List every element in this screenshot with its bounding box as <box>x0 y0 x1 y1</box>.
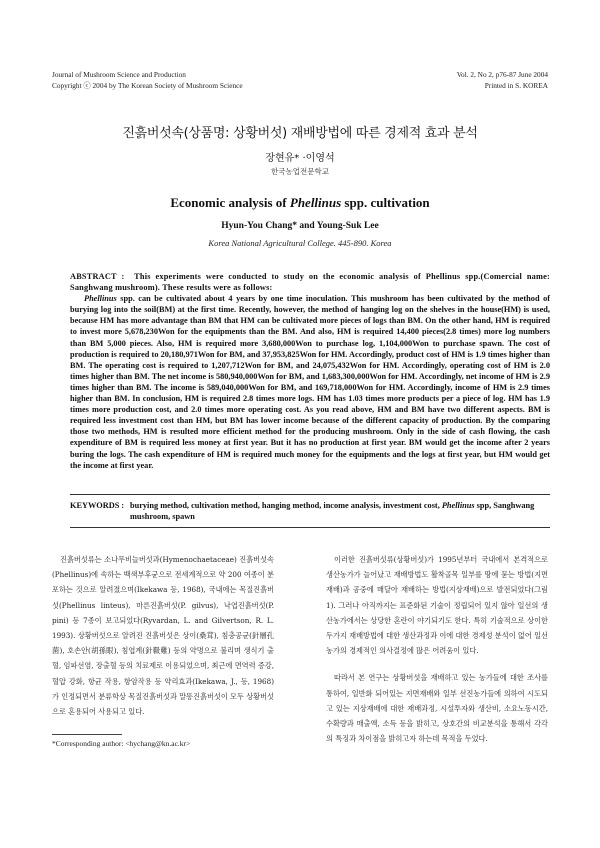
abstract-intro-text: This experiments were conducted to study on the economic analysis of Phellinus spp.(Comercial name: Sanghwang mushroom). These results were as follows: <box>70 272 550 293</box>
issue-header <box>457 70 548 91</box>
abstract-body-text: spp. can be cultivated about 4 years by one time inoculation. This mushroom has been cultivated by the method of burying log into the soil(BM) at the first time. Recently, however, the method of hanging log on the shelves in the house(HM) is used, because HM has more advantage than BM that HM can be cultivated more pieces of logs than BM. On the other hand, HM is required to invest more 5,678,230Won for the equipments than the BM. And also, HM is required 14,400 pieces(2.8 times) more log numbers than BM 5,000 pieces. Also, HM is required more 3,680,000Won to purchase log, 1,104,000Won to purchase spawn. The cost of production is required to 20,180,971Won for BM, and 37,953,825Won for HM. Accordingly, product cost of HM is 1.9 times higher than BM. The operating cost is required to 1,207,712Won for BM, and 24,075,432Won for HM. Accordingly, operating cost of HM is 2.0 times higher than BM. The net income is 580,940,000Won for BM, and 1,683,300,000Won for HM. Accordingly, net income of HM is 2.9 times higher than BM. The income is 589,040,000Won for BM, and 169,718,000Won for HM. Accordingly, income of HM is 2.9 times higher than BM. In conclusion, HM is required 2.8 times more logs. HM has 1.03 times more products per a piece of log. HM has 1.9 times more production cost, and 2.0 times more operating cost. As you read above, HM and BM have two different aspects. BM is required less investment cost than HM, but BM has lower income because of the different capacity of production. By the comparing those two methods, HM is resulted more efficient method for the producing mushroom. Only in the side of cash flowing, the cash expenditure of BM is required less money at first year. But it has no production at first year. BM would get the income after 2 years buring the logs. The cash expenditure of HM is required much money for the equipments and the logs at first year, but HM would get the income at first year. <box>70 294 550 470</box>
abstract-body <box>70 293 550 471</box>
keywords-divider <box>70 527 550 528</box>
english-title <box>0 195 600 211</box>
intro-paragraph-2: 이러한 진흙버섯류(상황버섯)가 1995년부터 국내에서 본격적으로 생산농가가 늘어났고 재배방법도 활착골목 일부를 땅에 묻는 방법(지면재배)과 공중에 매달아 재배하는 방법(지상재배)으로 발전되었다(그림 1). 그러나 아직까지는 표준화된 기술이 정립되어 있지 않아 일선의 생산농가에서는 상당한 혼란이 야기되기도 한다. 특히 기술적으로 상이한 두가지 재배방법에 대한 생산과정과 이에 대한 경제성 분석이 없어 일선 농가의 경제적인 의사결정에 많은 어려움이 있다. <box>326 555 548 656</box>
abstract-divider <box>70 494 550 495</box>
corresponding-author-footnote: *Corresponding author: <hychang@kn.ac.kr> <box>52 739 191 748</box>
abstract <box>70 271 550 471</box>
korean-title: 진흙버섯속(상품명: 상황버섯) 재배방법에 따른 경제적 효과 분석 <box>122 126 478 141</box>
title-genus: Phellinus <box>289 195 342 210</box>
title-prefix: Economic analysis of <box>170 195 290 210</box>
body-column-left <box>52 552 274 719</box>
english-authors: Hyun-You Chang* and Young-Suk Lee <box>221 221 379 231</box>
footnote-divider <box>52 734 122 735</box>
printed-in: Printed in S. KOREA <box>484 80 548 90</box>
abstract-label: ABSTRACT : <box>70 272 125 281</box>
journal-name: Journal of Mushroom Science and Production <box>52 70 186 79</box>
abstract-genus: Phellinus <box>84 294 117 304</box>
keywords-label: KEYWORDS : <box>70 501 125 510</box>
volume-info: Vol. 2, No 2, p76-87 June 2004 <box>456 70 548 79</box>
abstract-intro <box>70 271 550 293</box>
intro-paragraph-3: 따라서 본 연구는 상황버섯을 재배하고 있는 농가들에 대한 조사를 통하여, 일반화 되어있는 지면재배와 일부 선진농가들에 의하여 시도되고 있는 지상재배에 대한 재배과정, 시설투자와 생산비, 소요노동시간, 수확량과 매출액, 소득 등을 밝히고, 상호간의 비교분석을 통해서 각각의 특징과 차이점을 밝히고자 하는데 목적을 두었다. <box>326 673 548 744</box>
title-suffix: spp. cultivation <box>341 195 430 210</box>
intro-paragraph-1: 진흙버섯류는 소나무비늘버섯과(Hymenochaetaceae) 진흙버섯속(Phellinus)에 속하는 백색부후균으로 전세계적으로 약 200 여종이 분포하는 것으로 알려졌으며(Ikekawa 등, 1968), 국내에는 목질진흙버섯(Phellinus linteus), 마른진흙버섯(P. gilvus), 낙엽진흙버섯(P. pini) 등 7종이 보고되었다(Ryvardan, L. and Gilvertson, R. L. 1993). 상황버섯으로 알려진 진흙버섯은 상이(桑茸), 침충공균(針層孔菌), 호손안(胡孫眼), 침엽계(針靸雞) 등의 약명으로 불리며 생식기 출혈, 임파선염, 장출혈 등의 치료제로 이용되었으며, 최근에 면역력 증강, 혈압 강화, 항균 작용, 항암작용 등 약리효과(Ikekawa, J., 등, 1968)가 인정되면서 분류학상 목질진흙버섯과 말똥진흙버섯이 모두 상황버섯으로 혼용되어 사용되고 있다. <box>52 555 275 717</box>
keywords <box>70 500 550 521</box>
body-column-right <box>326 552 548 746</box>
copyright: Copyright ⓒ 2004 by The Korean Society of Mushroom Science <box>52 80 243 90</box>
keywords-text: burying method, cultivation method, hanging method, income analysis, investment cost, Phellinus spp, Sanghwang mushroom, spawn <box>130 501 535 521</box>
english-affiliation: Korea National Agricultural College. 445-890. Korea <box>208 238 392 248</box>
korean-authors: 장현유* ·이영석 <box>265 153 335 164</box>
korean-affiliation: 한국농업전문학교 <box>271 167 329 176</box>
journal-header <box>52 70 243 91</box>
